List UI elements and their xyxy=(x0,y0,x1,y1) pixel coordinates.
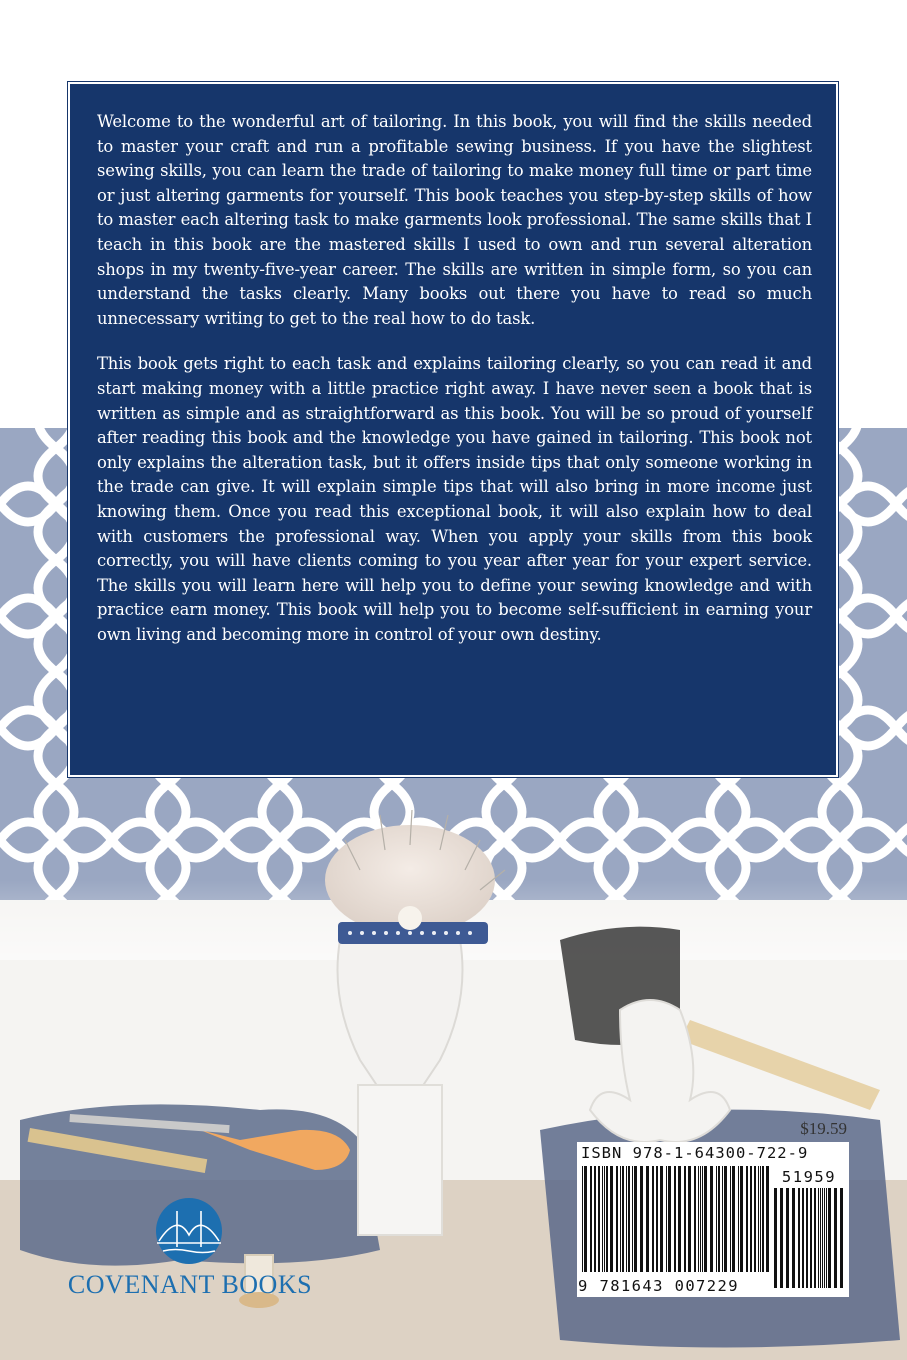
barcode-bar xyxy=(840,1188,843,1288)
barcode-bar xyxy=(590,1166,592,1272)
barcode-bar xyxy=(710,1166,713,1272)
barcode-bar xyxy=(822,1188,823,1288)
barcode-bar xyxy=(740,1166,743,1272)
bridge-emblem-icon xyxy=(155,1197,223,1265)
price: $19.59 xyxy=(800,1119,847,1138)
barcode-bar xyxy=(834,1188,837,1288)
barcode-bar xyxy=(702,1166,703,1272)
barcode-bar xyxy=(620,1166,621,1272)
barcode-bar xyxy=(802,1188,804,1288)
barcode-bar xyxy=(652,1166,654,1272)
barcode-bar xyxy=(688,1166,691,1272)
barcode-bar xyxy=(602,1166,603,1272)
barcode-bar xyxy=(730,1166,731,1272)
barcode-bar xyxy=(716,1166,717,1272)
barcode-bar xyxy=(760,1166,761,1272)
blurb-paragraph-1: Welcome to the wonderful art of tailoring. In this book, you will find the skills needed to master your craft and run a profitable sewing business. If you have the slightest sewing skills, you can learn the trade of tailoring to make money full time or part time or just altering garments for yourself. This book teaches you step-by-step skills of how to master each altering task to make garments look professional. The same skills that I teach in this book are the mastered skills I used to own and run several alteration shops in my twenty-five-year career. The skills are written in simple form, so you can understand the tasks clearly. Many books out there you have to read so much unnecessary writing to get to the real how to do task. xyxy=(97,112,812,328)
barcode-bar xyxy=(704,1166,707,1272)
barcode-bar xyxy=(660,1166,663,1272)
barcode-bar xyxy=(610,1166,613,1272)
barcode-bar xyxy=(786,1188,789,1288)
barcode-bar xyxy=(738,1166,739,1272)
barcode-bar xyxy=(758,1166,759,1272)
barcode-bar xyxy=(700,1166,701,1272)
barcode-bar xyxy=(622,1166,624,1272)
ean-digits: 9 781643 007229 xyxy=(578,1277,739,1295)
barcode-bar xyxy=(694,1166,696,1272)
barcode-bar xyxy=(806,1188,808,1288)
barcode-bar xyxy=(582,1166,583,1272)
isbn-label: ISBN 978-1-64300-722-9 xyxy=(581,1144,809,1162)
price-barcode xyxy=(772,1188,847,1296)
barcode-bar xyxy=(628,1166,630,1272)
barcode-bar xyxy=(750,1166,752,1272)
barcode-bar xyxy=(826,1188,827,1288)
barcode-bar xyxy=(724,1166,727,1272)
barcode-bar xyxy=(762,1166,764,1272)
barcode-bar xyxy=(828,1188,831,1288)
barcode-bar xyxy=(792,1188,795,1288)
barcode-bar xyxy=(718,1166,720,1272)
barcode-bar xyxy=(666,1166,667,1272)
barcode-bar xyxy=(584,1166,587,1272)
barcode-bar xyxy=(616,1166,618,1272)
barcode-price-code: 51959 xyxy=(781,1168,837,1186)
barcode-bar xyxy=(754,1166,756,1272)
barcode-bar xyxy=(674,1166,676,1272)
barcode-bar xyxy=(780,1188,783,1288)
barcode-bar xyxy=(598,1166,600,1272)
barcode-bar xyxy=(632,1166,633,1272)
barcode-bar xyxy=(656,1166,658,1272)
blurb-paragraph-2: This book gets right to each task and explains tailoring clearly, so you can read it and start making money with a little practice right away. I have never seen a book that is written as simple and as straightforward as this book. You will be so proud of yourself after reading this book and the knowledge you have gained in tailoring. This book not only explains the alteration task, but it offers inside tips that only someone working in the trade can give. It will explain simple tips that will also bring in more income just knowing them. Once you read this exceptional book, it will also explain how to deal with customers the professional way. When you apply your skills from this book correctly, you will have clients coming to you year after year for your expert service. The skills you will learn here will help you to define your sewing knowledge and with practice earn money. This book will help you to become self-sufficient in earning your own living and becoming more in control of your own destiny. xyxy=(97,354,812,644)
barcode-bar xyxy=(766,1166,769,1272)
barcode-bar xyxy=(818,1188,819,1288)
blurb-panel xyxy=(68,82,838,777)
barcode-bar xyxy=(732,1166,735,1272)
barcode-bar xyxy=(698,1166,699,1272)
publisher-name: COVENANT BOOKS xyxy=(67,1270,313,1299)
barcode-bar xyxy=(684,1166,686,1272)
barcode-bar xyxy=(678,1166,681,1272)
barcode-bar xyxy=(820,1188,821,1288)
barcode-bar xyxy=(646,1166,649,1272)
barcode-bar xyxy=(604,1166,605,1272)
barcode-bar xyxy=(606,1166,608,1272)
barcode-bar xyxy=(668,1166,671,1272)
barcode-bar xyxy=(746,1166,748,1272)
isbn-barcode xyxy=(580,1166,770,1278)
barcode-bar xyxy=(640,1166,643,1272)
barcode-bar xyxy=(798,1188,800,1288)
barcode-bar xyxy=(774,1188,777,1288)
barcode-bar xyxy=(824,1188,825,1288)
barcode-bar xyxy=(722,1166,723,1272)
barcode-bar xyxy=(814,1188,816,1288)
barcode-bar xyxy=(594,1166,596,1272)
barcode-bar xyxy=(634,1166,637,1272)
barcode-bar xyxy=(810,1188,812,1288)
ribbon-flower xyxy=(398,906,422,930)
barcode-bar xyxy=(626,1166,627,1272)
